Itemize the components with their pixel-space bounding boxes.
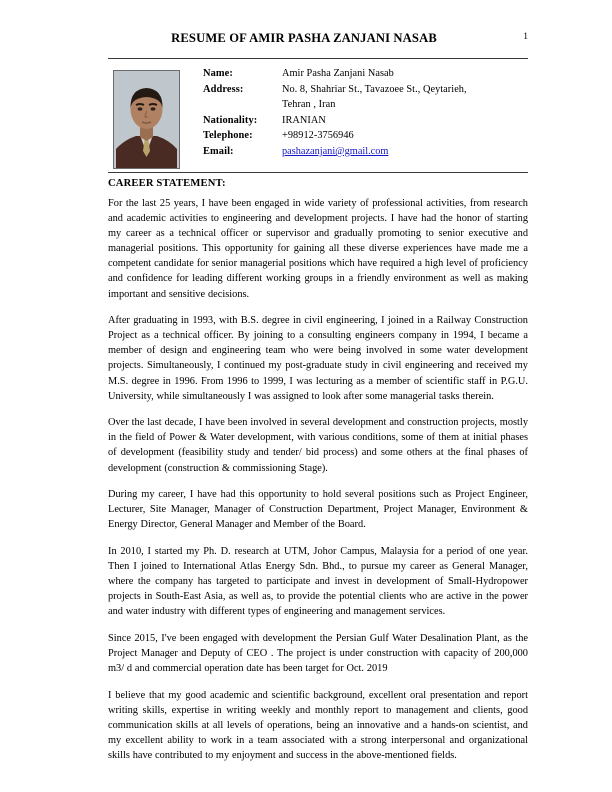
contact-details-table bbox=[203, 68, 523, 162]
contact-value-address-line1: No. 8, Shahriar St., Tavazoee St., Qeytarieh, bbox=[282, 83, 467, 95]
contact-row-address bbox=[203, 84, 523, 100]
contact-label-email: Email: bbox=[203, 145, 234, 157]
section-heading-career-statement: CAREER STATEMENT: bbox=[108, 178, 226, 189]
contact-label-address: Address: bbox=[203, 83, 244, 95]
document-header bbox=[108, 31, 528, 57]
email-link[interactable]: pashazanjani@gmail.com bbox=[282, 145, 389, 157]
contact-label-telephone: Telephone: bbox=[203, 130, 253, 142]
paragraph: Over the last decade, I have been involved in several development and construction projects, mostly in the field of Power & Water development, with various conditions, some of them at initial phases of development (feasibility study and tender/ bid process) and some others at the final phases of development (construction & commissioning Stage). bbox=[108, 417, 528, 474]
contact-row-name bbox=[203, 68, 523, 84]
contact-row-telephone bbox=[203, 130, 523, 146]
page-number: 1 bbox=[523, 32, 528, 42]
paragraph: For the last 25 years, I have been engaged in wide variety of professional activities, from research and academic activities to engineering and development projects. I have had the honor of starting my career as a technical officer or supervisor and gradually promoting to senior executive and managerial positions. This opportunity for gaining all these diverse experiences have made me a competent candidate for senior managerial positions which have required a high level of proficiency and confidence for leading different working groups in a friendly environment as well as making important and sensitive decisions. bbox=[108, 198, 528, 300]
contact-block bbox=[108, 66, 528, 170]
paragraph: I believe that my good academic and scientific background, excellent oral presentation and report writing skills, expertise in writing weekly and monthly report to management and clients, good communication skills at all levels of operations, being an innovative and a hands-on scientist, and my excellent ability to work in a team associated with a strong interpersonal and organizational skills have contributed to my enjoyment and success in the above-mentioned fields. bbox=[108, 689, 528, 761]
paragraph: In 2010, I started my Ph. D. research at UTM, Johor Campus, Malaysia for a period of one year. Then I joined to International Atlas Energy Sdn. Bhd., to pursue my career as General Manager, where the company has targeted to participate and invest in development of Small-Hydropower projects in South-East Asia, as well as, to provide the potential clients who are active in the power and water industry with different types of engineering and management services. bbox=[108, 545, 528, 618]
contact-value-nationality: IRANIAN bbox=[282, 114, 326, 126]
contact-value-address-line2: Tehran , Iran bbox=[282, 99, 336, 111]
contact-row-nationality bbox=[203, 115, 523, 131]
page-title: RESUME OF AMIR PASHA ZANJANI NASAB bbox=[171, 31, 437, 45]
portrait-photo-icon bbox=[114, 71, 179, 168]
avatar bbox=[113, 70, 180, 169]
paragraph: During my career, I have had this opportunity to hold several positions such as Project Engineer, Lecturer, Site Manager, Manager of Construction Department, Project Manager, Environment & Energy Director, General Manager and Member of the Board. bbox=[108, 489, 528, 531]
paragraph: After graduating in 1993, with B.S. degree in civil engineering, I joined in a Railway Construction Project as a technical officer. By joining to a consulting engineers company in 1994, I became a member of design and engineering team who were being involved in some water development projects. Simultaneously, I continued my post-graduate study in civil engineering and received my M.S. degree in 1996. From 1996 to 1999, I was lecturing as a member of scientific staff in P.G.U. University, while simultaneously I was assigned to look after some managerial tasks therein. bbox=[108, 315, 528, 402]
paragraph: Since 2015, I've been engaged with development the Persian Gulf Water Desalination Plant, as the Project Manager and Deputy of CEO . The project is under construction with capacity of 200,000 m3/ d and commercial operation date has been target for Oct. 2019 bbox=[108, 632, 528, 675]
contact-value-telephone: +98912-3756946 bbox=[282, 130, 354, 142]
contact-row-email bbox=[203, 146, 523, 162]
contact-divider bbox=[108, 172, 528, 173]
contact-label-name: Name: bbox=[203, 68, 233, 79]
career-statement-body bbox=[108, 196, 528, 763]
contact-row-address-line2 bbox=[203, 99, 523, 115]
contact-value-name: Amir Pasha Zanjani Nasab bbox=[282, 68, 394, 79]
contact-label-nationality: Nationality: bbox=[203, 114, 258, 126]
header-divider bbox=[108, 58, 528, 59]
